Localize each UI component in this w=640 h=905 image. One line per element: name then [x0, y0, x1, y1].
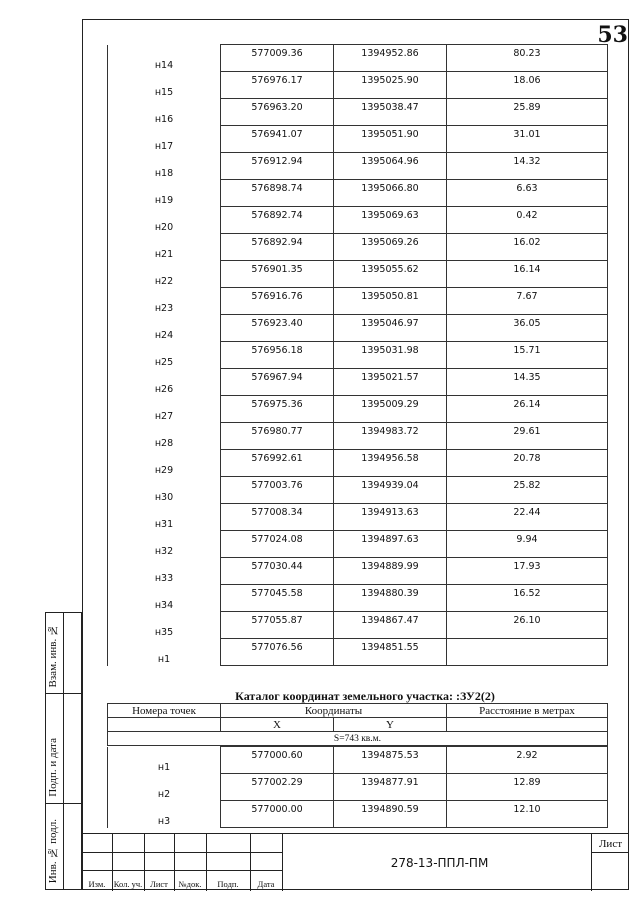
table-row: [108, 612, 608, 639]
point-number-cell: [108, 180, 221, 207]
point-number-cell: [108, 477, 221, 504]
distance-cell: [447, 99, 608, 126]
point-number-cell: [108, 234, 221, 261]
point-number: н25: [154, 356, 174, 368]
coord-y: 1394889.99: [361, 561, 419, 572]
coord-x: 577002.29: [251, 777, 303, 788]
table-row: [108, 99, 608, 126]
coord-x: 576892.74: [251, 210, 303, 221]
stamp-col-label: Кол. уч.: [113, 879, 143, 889]
coord-x: 577076.56: [251, 642, 303, 653]
distance-cell: [447, 342, 608, 369]
distance-cell: [447, 504, 608, 531]
point-number: н17: [154, 140, 174, 152]
distance: 2.92: [516, 750, 538, 761]
point-number-cell: [108, 423, 221, 450]
coord-y: 1394897.63: [361, 534, 419, 545]
coord-y: 1394867.47: [361, 615, 419, 626]
coord-y-cell: [334, 261, 447, 288]
distance: 16.14: [513, 264, 541, 275]
point-number: н26: [154, 383, 174, 395]
distance: 31.01: [513, 129, 541, 140]
side-block-replace-inv: [45, 612, 82, 694]
coord-x: 576916.76: [251, 291, 303, 302]
distance: 18.06: [513, 75, 541, 86]
coord-x-cell: [221, 612, 334, 639]
coord-x: 576956.18: [251, 345, 303, 356]
coord-y: 1394983.72: [361, 426, 419, 437]
distance: 36.05: [513, 318, 541, 329]
catalog-title: Каталог координат земельного участка: :ЗУ2(2): [235, 689, 495, 703]
distance: 9.94: [516, 534, 538, 545]
coord-x-cell: [221, 126, 334, 153]
area-label: S=743 кв.м.: [108, 732, 608, 746]
point-number-cell: [108, 504, 221, 531]
distance: 12.89: [513, 777, 541, 788]
coord-y-cell: [334, 234, 447, 261]
point-number-cell: [108, 450, 221, 477]
point-number-cell: [108, 639, 221, 666]
catalog-table: [107, 746, 608, 828]
distance: 22.44: [513, 507, 541, 518]
coord-y-cell: [334, 450, 447, 477]
coord-y: 1395050.81: [361, 291, 419, 302]
distance-cell: [447, 234, 608, 261]
table-row: [108, 153, 608, 180]
header-y: Y: [334, 718, 447, 732]
coord-x: 577030.44: [251, 561, 303, 572]
table-row: [108, 774, 608, 801]
table-row: [108, 72, 608, 99]
distance-cell: [447, 72, 608, 99]
distance: 17.93: [513, 561, 541, 572]
distance-cell: [447, 585, 608, 612]
coord-x: 576892.94: [251, 237, 303, 248]
table-row: [108, 234, 608, 261]
table-row: [108, 423, 608, 450]
coord-y-cell: [334, 369, 447, 396]
coord-y: 1395025.90: [361, 75, 419, 86]
stamp-col: [174, 834, 207, 891]
side-label-inv: Инв. № подл.: [47, 818, 59, 883]
coord-x: 577045.58: [251, 588, 303, 599]
coord-x-cell: [221, 504, 334, 531]
coord-x-cell: [221, 450, 334, 477]
table-row: [108, 126, 608, 153]
point-number: н22: [154, 275, 174, 287]
coord-x-cell: [221, 639, 334, 666]
point-number-cell: [108, 342, 221, 369]
coord-x-cell: [221, 288, 334, 315]
table-row: [108, 207, 608, 234]
coord-y: 1394875.53: [361, 750, 419, 761]
point-number-cell: [108, 315, 221, 342]
coord-y: 1395064.96: [361, 156, 419, 167]
table-row: [108, 585, 608, 612]
coord-x: 577009.36: [251, 48, 303, 59]
coord-x: 576898.74: [251, 183, 303, 194]
table-row: [108, 450, 608, 477]
coord-y-cell: [334, 774, 447, 801]
table-row: [108, 639, 608, 666]
distance-cell: [447, 369, 608, 396]
coord-y: 1394880.39: [361, 588, 419, 599]
coord-y: 1394890.59: [361, 804, 419, 815]
coord-x-cell: [221, 531, 334, 558]
stamp-col: [250, 834, 283, 891]
distance: 80.23: [513, 48, 541, 59]
point-number: н20: [154, 221, 174, 233]
coord-y-cell: [334, 477, 447, 504]
coord-y-cell: [334, 639, 447, 666]
point-number-cell: [108, 72, 221, 99]
stamp-col-label: №док.: [178, 879, 202, 889]
distance: 25.82: [513, 480, 541, 491]
stamp-col-label: Изм.: [88, 879, 106, 889]
coord-x-cell: [221, 180, 334, 207]
distance: 12.10: [513, 804, 541, 815]
distance-cell: [447, 396, 608, 423]
stamp-col: [82, 834, 113, 891]
coord-x: 577000.60: [251, 750, 303, 761]
side-label-vzam: Взам. инв. №: [47, 623, 59, 687]
coord-y: 1395069.63: [361, 210, 419, 221]
coord-y-cell: [334, 558, 447, 585]
coord-x: 576923.40: [251, 318, 303, 329]
point-number: н3: [157, 815, 171, 827]
coord-x: 576963.20: [251, 102, 303, 113]
coord-y-cell: [334, 72, 447, 99]
distance: 26.14: [513, 399, 541, 410]
coord-x: 577055.87: [251, 615, 303, 626]
table-row: [108, 261, 608, 288]
coord-x-cell: [221, 558, 334, 585]
table-row: [108, 369, 608, 396]
coord-y-cell: [334, 531, 447, 558]
point-number-cell: [108, 369, 221, 396]
point-number: н14: [154, 59, 174, 71]
table-row: [108, 801, 608, 828]
coord-x-cell: [221, 315, 334, 342]
distance: 7.67: [516, 291, 538, 302]
point-number: н21: [154, 248, 174, 260]
side-block-sign-date: [45, 694, 82, 804]
table-row: [108, 45, 608, 72]
coord-y: 1394939.04: [361, 480, 419, 491]
distance-cell: [447, 612, 608, 639]
table-row: [108, 342, 608, 369]
coord-y-cell: [334, 207, 447, 234]
coord-x: 577024.08: [251, 534, 303, 545]
distance-cell: [447, 450, 608, 477]
coord-x-cell: [221, 72, 334, 99]
coord-y: 1395021.57: [361, 372, 419, 383]
coord-x-cell: [221, 261, 334, 288]
stamp-col-label: Подп.: [217, 879, 239, 889]
coord-y: 1395066.80: [361, 183, 419, 194]
coord-y: 1395046.97: [361, 318, 419, 329]
coord-x: 576980.77: [251, 426, 303, 437]
coord-x: 576941.07: [251, 129, 303, 140]
point-number-cell: [108, 207, 221, 234]
coordinates-table: [107, 44, 608, 666]
coord-y-cell: [334, 45, 447, 72]
coord-y: 1395051.90: [361, 129, 419, 140]
coord-x-cell: [221, 99, 334, 126]
coord-y: 1395009.29: [361, 399, 419, 410]
coord-y: 1394877.91: [361, 777, 419, 788]
distance: 14.35: [513, 372, 541, 383]
table-row: [108, 288, 608, 315]
distance-cell: [447, 747, 608, 774]
coord-x: 576975.36: [251, 399, 303, 410]
point-number: н34: [154, 599, 174, 611]
distance-cell: [447, 261, 608, 288]
point-number-cell: [108, 153, 221, 180]
coord-x-cell: [221, 342, 334, 369]
coord-y: 1395038.47: [361, 102, 419, 113]
distance: 0.42: [516, 210, 538, 221]
side-label-podp: Подп. и дата: [47, 738, 59, 797]
coord-y-cell: [334, 396, 447, 423]
table-row: [108, 558, 608, 585]
coord-x: 576912.94: [251, 156, 303, 167]
point-number-cell: [108, 585, 221, 612]
table-row: [108, 747, 608, 774]
coord-y: 1394851.55: [361, 642, 419, 653]
coord-y-cell: [334, 180, 447, 207]
coord-y-cell: [334, 99, 447, 126]
catalog-header: [107, 703, 608, 746]
point-number: н18: [154, 167, 174, 179]
coord-y-cell: [334, 747, 447, 774]
distance: 25.89: [513, 102, 541, 113]
point-number: н32: [154, 545, 174, 557]
coord-x-cell: [221, 369, 334, 396]
coord-y: 1395069.26: [361, 237, 419, 248]
table-row: [108, 504, 608, 531]
coord-y-cell: [334, 585, 447, 612]
point-number-cell: [108, 531, 221, 558]
point-number: н24: [154, 329, 174, 341]
distance: 16.02: [513, 237, 541, 248]
coord-x: 576967.94: [251, 372, 303, 383]
distance-cell: [447, 801, 608, 828]
header-points: Номера точек: [108, 704, 221, 718]
coord-y: 1394913.63: [361, 507, 419, 518]
coord-x: 577008.34: [251, 507, 303, 518]
stamp-col: [206, 834, 251, 891]
distance: 26.10: [513, 615, 541, 626]
document-code: 278-13-ППЛ-ПМ: [390, 856, 489, 870]
point-number: н23: [154, 302, 174, 314]
stamp-col-label: Лист: [150, 879, 168, 889]
coord-x-cell: [221, 585, 334, 612]
distance-cell: [447, 207, 608, 234]
coord-x: 577003.76: [251, 480, 303, 491]
distance-cell: [447, 315, 608, 342]
point-number-cell: [108, 612, 221, 639]
point-number: н31: [154, 518, 174, 530]
distance-cell: [447, 180, 608, 207]
distance-cell: [447, 423, 608, 450]
point-number-cell: [108, 99, 221, 126]
distance-cell: [447, 288, 608, 315]
coord-x: 576901.35: [251, 264, 303, 275]
point-number: н28: [154, 437, 174, 449]
point-number: н1: [157, 653, 171, 665]
coord-x-cell: [221, 423, 334, 450]
coord-x-cell: [221, 477, 334, 504]
distance-cell: [447, 153, 608, 180]
sheet-cell: [591, 834, 629, 891]
coord-y: 1395031.98: [361, 345, 419, 356]
distance: 16.52: [513, 588, 541, 599]
coord-x-cell: [221, 153, 334, 180]
page-number: 53: [597, 22, 628, 48]
coord-x-cell: [221, 234, 334, 261]
coord-x-cell: [221, 801, 334, 828]
distance: 6.63: [516, 183, 538, 194]
point-number-cell: [108, 288, 221, 315]
coord-y: 1394956.58: [361, 453, 419, 464]
coord-x: 576992.61: [251, 453, 303, 464]
point-number: н33: [154, 572, 174, 584]
distance-cell: [447, 558, 608, 585]
point-number-cell: [108, 774, 221, 801]
point-number: н27: [154, 410, 174, 422]
coord-x-cell: [221, 45, 334, 72]
table-row: [108, 531, 608, 558]
point-number: н15: [154, 86, 174, 98]
point-number: н16: [154, 113, 174, 125]
distance-cell: [447, 639, 608, 666]
coord-x-cell: [221, 396, 334, 423]
point-number: н2: [157, 788, 171, 800]
point-number: н29: [154, 464, 174, 476]
table-row: [108, 180, 608, 207]
coord-y-cell: [334, 153, 447, 180]
distance-cell: [447, 531, 608, 558]
coord-y-cell: [334, 315, 447, 342]
distance-cell: [447, 477, 608, 504]
point-number-cell: [108, 558, 221, 585]
table-row: [108, 477, 608, 504]
point-number: н19: [154, 194, 174, 206]
point-number: н1: [157, 761, 171, 773]
header-distance: Расстояние в метрах: [447, 704, 608, 718]
point-number-cell: [108, 801, 221, 828]
coord-x: 576976.17: [251, 75, 303, 86]
point-number-cell: [108, 45, 221, 72]
point-number-cell: [108, 261, 221, 288]
coord-y-cell: [334, 288, 447, 315]
distance: 20.78: [513, 453, 541, 464]
distance: 14.32: [513, 156, 541, 167]
distance: 15.71: [513, 345, 541, 356]
point-number: н30: [154, 491, 174, 503]
coord-y-cell: [334, 504, 447, 531]
coord-y-cell: [334, 801, 447, 828]
distance-cell: [447, 126, 608, 153]
coord-y-cell: [334, 126, 447, 153]
stamp-col-label: Дата: [257, 879, 275, 889]
coord-y: 1394952.86: [361, 48, 419, 59]
table-row: [108, 396, 608, 423]
stamp-col: [144, 834, 175, 891]
distance: 29.61: [513, 426, 541, 437]
coord-x-cell: [221, 747, 334, 774]
stamp-col: [112, 834, 145, 891]
coord-y-cell: [334, 612, 447, 639]
distance-cell: [447, 45, 608, 72]
point-number: н35: [154, 626, 174, 638]
coord-y-cell: [334, 342, 447, 369]
table-row: [108, 315, 608, 342]
coord-x: 577000.00: [251, 804, 303, 815]
coord-y-cell: [334, 423, 447, 450]
coord-x-cell: [221, 774, 334, 801]
coord-y: 1395055.62: [361, 264, 419, 275]
point-number-cell: [108, 126, 221, 153]
header-x: X: [221, 718, 334, 732]
side-block-inv-original: [45, 804, 82, 890]
sheet-label: Лист: [598, 838, 623, 850]
point-number-cell: [108, 747, 221, 774]
title-block: [82, 833, 629, 891]
header-coords: Координаты: [221, 704, 447, 718]
coord-x-cell: [221, 207, 334, 234]
point-number-cell: [108, 396, 221, 423]
distance-cell: [447, 774, 608, 801]
